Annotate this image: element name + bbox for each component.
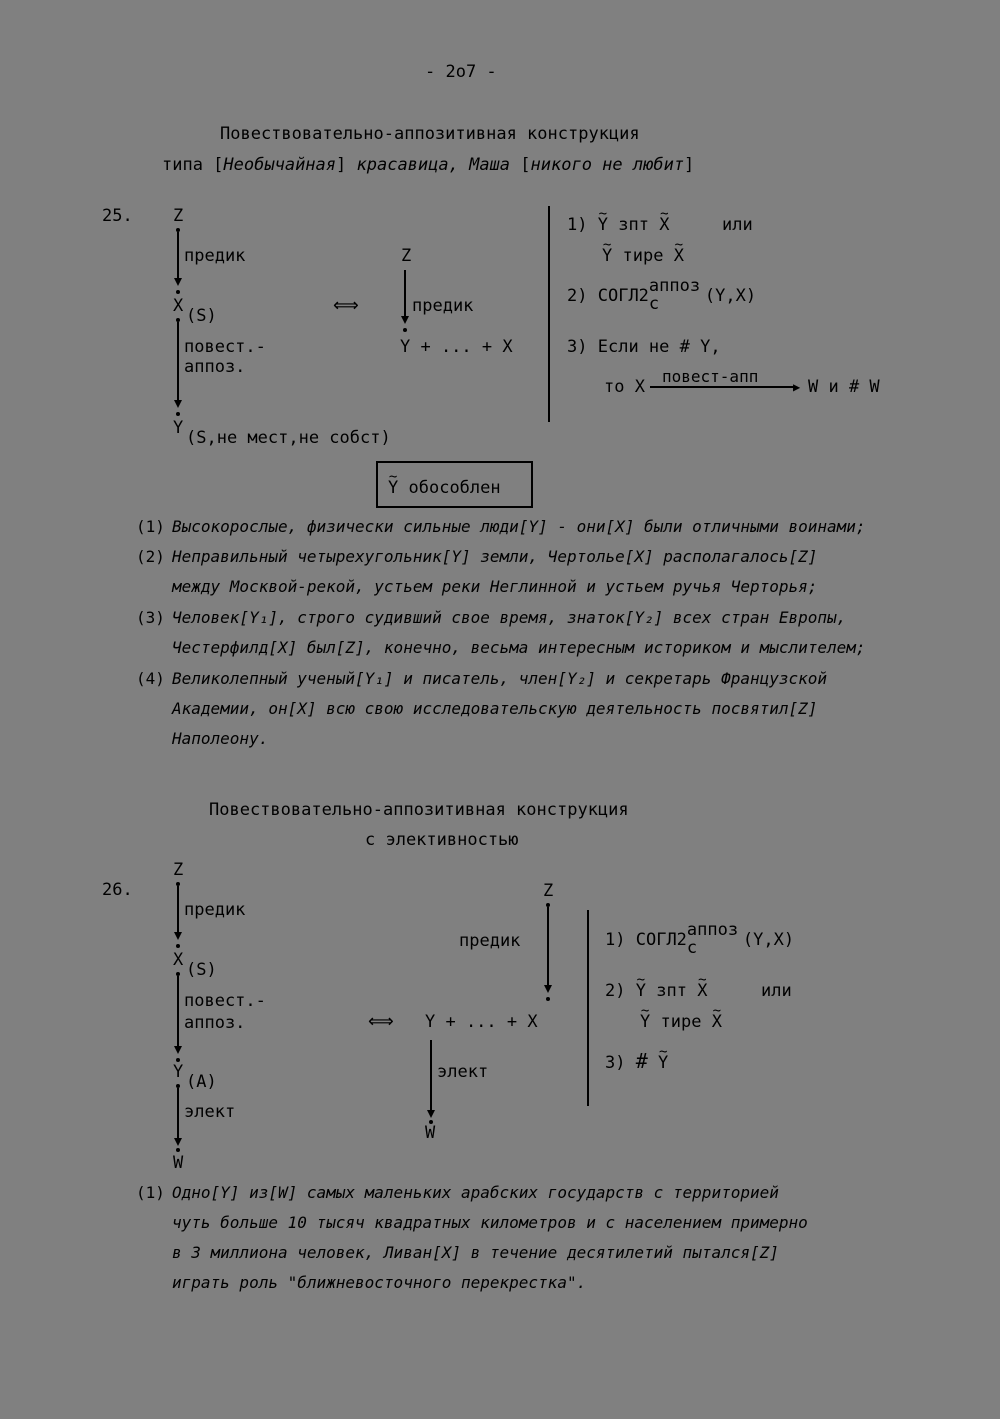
s1-left-dot-y	[176, 412, 180, 416]
s2-divider	[587, 910, 589, 1106]
s2-examples	[136, 1178, 956, 1302]
s2-ex1-line3: в 3 миллиона человек, Ливан[X] в течение десятилетий пытался[Z]	[172, 1243, 779, 1262]
s1-left-predik: предик	[184, 246, 246, 266]
s1-ex2-num: (2)	[136, 547, 165, 566]
s1-cond2	[567, 276, 757, 314]
s1-left-y: Y	[173, 418, 184, 438]
s1-cond3-suffix: W и # W	[808, 377, 880, 397]
s1-left-appoz: аппоз.	[184, 357, 246, 377]
s2-right-bottom: Y + ... + X	[425, 1012, 538, 1032]
s2-cond1	[605, 920, 795, 958]
s1-cond1-y: ~ Y	[598, 215, 608, 235]
s1-ex3-num: (3)	[136, 608, 165, 627]
s2-cond2-num: 2)	[605, 981, 626, 1001]
title-mid-2: [	[510, 155, 531, 175]
s1-divider	[548, 206, 550, 422]
page-number: - 2o7 -	[425, 62, 497, 82]
s1-ex4-line1: Великолепный ученый[Y₁] и писатель, член[Y₂] и секретарь Французской	[172, 669, 828, 688]
title-italic-2: красавица, Маша	[356, 155, 511, 175]
s2-left-w: W	[173, 1153, 184, 1173]
s1-ex4-line3: Наполеону.	[172, 729, 269, 748]
s1-left-line-2	[177, 322, 179, 402]
s1-ex1-num: (1)	[136, 517, 165, 536]
s1-cond3	[567, 337, 721, 357]
s2-left-line-2	[177, 976, 179, 1048]
s1-cond3-arrow-line	[650, 386, 796, 388]
section1-number: 25.	[102, 206, 133, 226]
s2-left-z: Z	[173, 860, 184, 880]
s1-cond3-arrow-head-icon: ▶	[793, 380, 801, 394]
s2-right-line-1	[547, 907, 549, 987]
s2-cond2b-mid: тире	[660, 1012, 702, 1032]
s1-box-text	[388, 478, 501, 498]
s1-right-z: Z	[401, 246, 412, 266]
title-suffix: ]	[684, 155, 695, 175]
s2-cond3-y: ~ Y	[658, 1053, 668, 1073]
s1-cond3-arrow-label: повест-апп	[662, 367, 759, 386]
section2-title-line1: Повествовательно-аппозитивная конструкция	[209, 800, 629, 820]
s1-left-dot-x-top	[176, 290, 180, 294]
s2-left-line-1	[177, 886, 179, 934]
s2-cond2b-y: ~ Y	[640, 1012, 650, 1032]
s1-ex4-line2: Академии, он[X] всю свою исследовательскую деятельность посвятил[Z]	[172, 699, 818, 718]
s2-cond2b	[640, 1012, 722, 1032]
s2-cond1-sub: с	[686, 938, 698, 958]
s2-cond2-x: ~ X	[697, 981, 707, 1001]
s2-right-line-2	[430, 1040, 432, 1112]
s1-cond1-x: ~ X	[659, 215, 669, 235]
s1-right-predik: предик	[412, 296, 474, 316]
s1-ex1-line1: Высокорослые, физически сильные люди[Y] - они[X] были отличными воинами;	[172, 517, 866, 536]
s1-left-arrow-2	[174, 400, 182, 408]
s1-cond3-prefix: то X	[604, 377, 645, 397]
s1-cond1b-mid: тире	[622, 246, 664, 266]
section2-number: 26.	[102, 880, 133, 900]
s1-left-y-role: (S,не мест,не собст)	[186, 428, 391, 448]
s2-cond1-num: 1)	[605, 930, 626, 950]
s1-cond3-num: 3)	[567, 337, 588, 357]
s2-left-x-role: (S)	[186, 960, 217, 980]
s2-right-predik: предик	[459, 931, 521, 951]
s1-left-arrow-1	[174, 278, 182, 286]
s1-equiv-arrow-icon: ⟺	[333, 295, 359, 316]
s1-cond2-base: СОГЛ2	[597, 286, 649, 306]
s2-cond1-sup: аппоз	[686, 920, 739, 940]
s2-left-povest: повест.-	[184, 991, 266, 1011]
s2-equiv-arrow-icon: ⟺	[368, 1011, 394, 1032]
s1-cond1-or: или	[722, 215, 753, 235]
s1-cond2-sup: аппоз	[648, 276, 701, 296]
s1-box-label: обособлен	[408, 478, 501, 498]
s1-cond1b-x: ~ X	[674, 246, 684, 266]
s2-left-predik: предик	[184, 900, 246, 920]
s2-left-y: Y	[173, 1062, 184, 1082]
s1-cond2-num: 2)	[567, 286, 588, 306]
title-mid: ]	[336, 155, 357, 175]
title-prefix: типа [	[162, 155, 224, 175]
s2-right-elekt: элект	[437, 1062, 489, 1082]
s1-left-line-1	[177, 232, 179, 280]
s2-left-x: X	[173, 950, 184, 970]
s1-ex3-line2: Честерфилд[X] был[Z], конечно, весьма интересным историком и мыслителем;	[172, 638, 866, 657]
s2-right-arrow-2	[427, 1110, 435, 1118]
s1-left-x: X	[173, 296, 184, 316]
s2-right-arrow-1	[544, 985, 552, 993]
s2-left-dot-x-top	[176, 944, 180, 948]
s1-cond2-sub: с	[648, 294, 660, 314]
s1-cond1b	[602, 246, 684, 266]
s2-right-z: Z	[543, 881, 554, 901]
s2-ex1-line2: чуть больше 10 тысяч квадратных километров и с населением примерно	[172, 1213, 808, 1232]
s2-left-dot-w	[176, 1148, 180, 1152]
s2-cond2b-x: ~ X	[712, 1012, 722, 1032]
s2-cond2-mid: зпт	[656, 981, 687, 1001]
section1-title-line2	[162, 155, 694, 175]
s2-right-w: W	[425, 1123, 436, 1143]
s2-left-appoz: аппоз.	[184, 1013, 246, 1033]
s1-ex2-line2: между Москвой-рекой, устьем реки Неглинной и устьем ручья Черторья;	[172, 577, 818, 596]
s2-cond3	[605, 1051, 668, 1073]
s1-examples	[136, 512, 956, 756]
s1-left-z: Z	[173, 206, 184, 226]
s2-left-arrow-1	[174, 932, 182, 940]
s2-cond1-base: СОГЛ2	[635, 930, 687, 950]
s2-ex1-num: (1)	[136, 1183, 165, 1202]
s2-cond3-num: 3)	[605, 1053, 626, 1073]
section1-title-line1: Повествовательно-аппозитивная конструкция	[220, 124, 640, 144]
s1-cond3-line1: Если не # Y,	[597, 337, 721, 357]
s2-left-arrow-2	[174, 1046, 182, 1054]
s1-cond1b-y: ~ Y	[602, 246, 612, 266]
s1-ex4-num: (4)	[136, 669, 165, 688]
s1-box-y: ~ Y	[388, 478, 398, 498]
s2-left-line-3	[177, 1088, 179, 1140]
s2-left-elekt: элект	[184, 1102, 236, 1122]
s2-right-dot-x	[546, 997, 550, 1001]
s1-right-bottom: Y + ... + X	[400, 337, 513, 357]
s1-cond1-num: 1)	[567, 215, 588, 235]
section2-title-line2: с элективностью	[365, 830, 519, 850]
title-italic-3: никого не любит	[530, 155, 685, 175]
s1-ex3-line1: Человек[Y₁], строго судивший свое время, знаток[Y₂] всех стран Европы,	[172, 608, 847, 627]
s1-left-x-role: (S)	[186, 306, 217, 326]
s2-cond2	[605, 981, 707, 1001]
s2-left-y-role: (A)	[186, 1072, 217, 1092]
s2-cond1-args: (Y,X)	[742, 930, 795, 950]
s1-ex2-line1: Неправильный четырехугольник[Y] земли, Чертолье[X] располагалось[Z]	[172, 547, 818, 566]
s2-cond2-or: или	[761, 981, 792, 1001]
s2-ex1-line1: Одно[Y] из[W] самых маленьких арабских государств с территорией	[172, 1183, 779, 1202]
s2-cond3-hash: #	[635, 1049, 648, 1073]
s1-right-line	[404, 270, 406, 318]
s2-ex1-line4: играть роль "ближневосточного перекрестка".	[172, 1273, 587, 1292]
s1-cond2-args: (Y,X)	[704, 286, 757, 306]
s1-cond1	[567, 215, 669, 235]
s2-left-arrow-3	[174, 1138, 182, 1146]
s1-right-arrow	[401, 316, 409, 324]
s1-cond1-mid: зпт	[618, 215, 649, 235]
title-italic-1: Необычайная	[223, 155, 337, 175]
s1-left-povest: повест.-	[184, 337, 266, 357]
s1-right-dot	[403, 328, 407, 332]
s2-cond2-y: ~ Y	[636, 981, 646, 1001]
